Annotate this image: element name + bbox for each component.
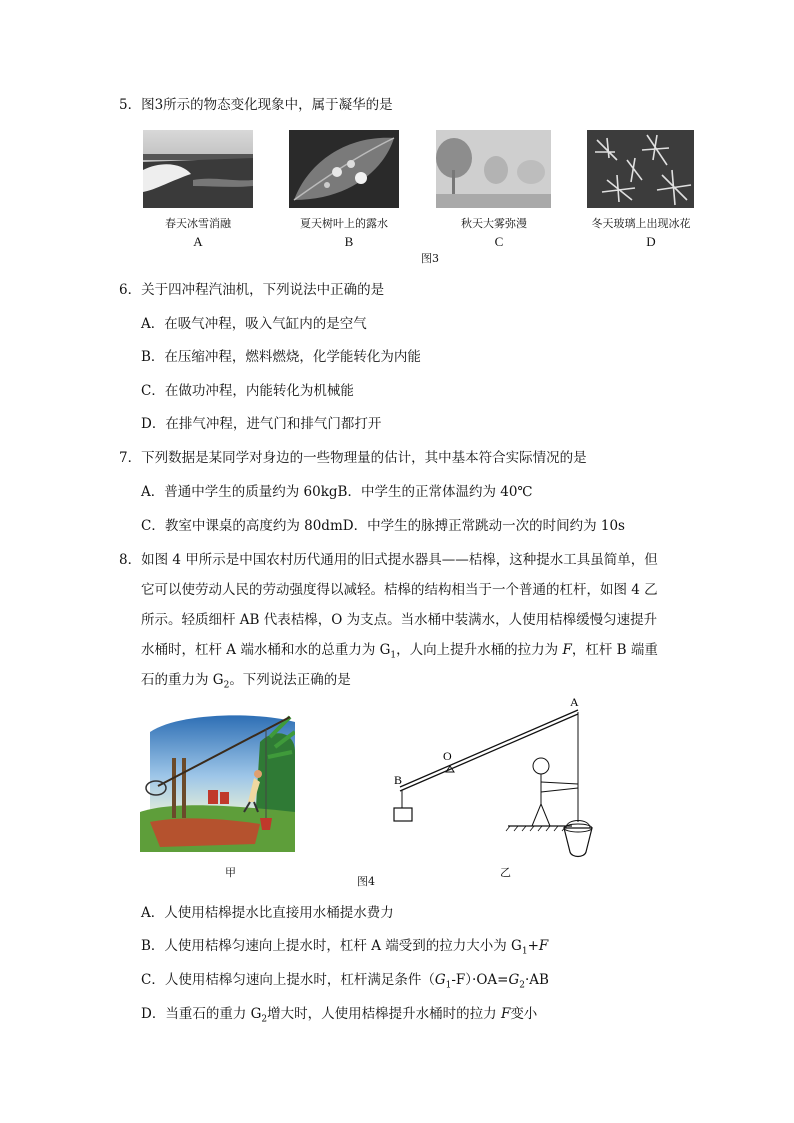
q8-line-4-a: 水桶时，杠杆 A 端水桶和水的总重力为 G [141, 642, 391, 658]
lever-label-a: A [570, 695, 579, 709]
q8-option-c-post: ·AB [525, 972, 549, 988]
q7-option-cd: C．教室中课桌的高度约为 80dmD．中学生的脉搏正常跳动一次的时间约为 10s [141, 518, 625, 534]
q6-option-c: C．在做功冲程，内能转化为机械能 [141, 383, 354, 399]
q8-option-c-sub1: 1 [445, 980, 452, 991]
q8-line-2: 它可以使劳动人民的劳动强度得以减轻。桔槔的结构相当于一个普通的杠杆，如图 4 乙 [141, 582, 658, 598]
q8-option-d-post: 变小 [510, 1006, 538, 1022]
letter-d: D [646, 234, 656, 249]
q8-line-3: 所示。轻质细杆 AB 代表桔槔，O 为支点。当水桶中装满水，人使用桔槔缓慢匀速提升 [141, 612, 658, 628]
q8-line-4-b: ，人向上提升水桶的拉力为 [396, 642, 563, 658]
q8-option-b [141, 937, 548, 961]
lever-diagram [380, 692, 620, 872]
q8-stem [119, 545, 658, 695]
fog-photo [436, 130, 551, 208]
q6-option-a: A．在吸气冲程，吸入气缸内的是空气 [141, 316, 367, 332]
q7-stem: 7．下列数据是某同学对身边的一些物理量的估计，其中基本符合实际情况的是 [119, 450, 587, 466]
var-f: F [562, 642, 572, 658]
q8-option-c-sub2: 2 [519, 980, 526, 991]
figure-yi-label: 乙 [500, 866, 511, 879]
q6-option-b: B．在压缩冲程，燃料燃烧，化学能转化为内能 [141, 349, 421, 365]
lever-label-b: B [394, 773, 403, 787]
caption-b: 夏天树叶上的露水 [300, 217, 388, 230]
sub-1: 1 [390, 650, 397, 661]
q8-option-d-f: F [500, 1006, 511, 1022]
q8-option-d [141, 1005, 537, 1029]
sub-2: 2 [223, 680, 230, 691]
q8-line-4-c: ，杠杆 B 端重 [571, 642, 658, 658]
figure-3-label: 图3 [421, 252, 439, 265]
caption-a: 春天冰雪消融 [165, 217, 231, 230]
letter-c: C [494, 234, 504, 249]
shadoof-illustration [140, 712, 295, 852]
melting-snow-photo [143, 130, 253, 208]
lever-label-o: O [443, 749, 452, 763]
frost-photo [587, 130, 694, 208]
q8-line-5-b: 。下列说法正确的是 [229, 672, 351, 688]
caption-d: 冬天玻璃上出现冰花 [591, 217, 691, 230]
q8-line-1: 8．如图 4 甲所示是中国农村历代通用的旧式提水器具——桔槔，这种提水工具虽简单，但 [119, 552, 658, 568]
q8-option-b-text: B．人使用桔槔匀速向上提水时，杠杆 A 端受到的拉力大小为 G [141, 938, 522, 954]
q8-line-4 [119, 635, 658, 665]
dew-leaf-photo [289, 130, 399, 208]
figure-4-label: 图4 [357, 875, 375, 888]
q6-option-d: D．在排气冲程，进气门和排气门都打开 [141, 416, 382, 432]
caption-c: 秋天大雾弥漫 [461, 217, 527, 230]
q8-option-b-sub: 1 [521, 946, 528, 957]
q8-option-a: A．人使用桔槔提水比直接用水桶提水费力 [141, 905, 394, 921]
q8-option-c-text: C．人使用桔槔匀速向上提水时，杠杆满足条件（ [141, 972, 435, 988]
q8-line-5 [119, 665, 658, 695]
q8-option-c-mid: -F）·OA= [451, 972, 509, 988]
q5-stem: 5．图3所示的物态变化现象中，属于凝华的是 [119, 97, 393, 113]
q8-option-d-text: D．当重石的重力 G [141, 1006, 262, 1022]
q6-stem: 6．关于四冲程汽油机，下列说法中正确的是 [119, 282, 385, 298]
q8-option-c-g2: G [508, 972, 520, 988]
q8-option-b-f: +F [527, 938, 549, 954]
q8-option-c [141, 971, 549, 995]
letter-a: A [193, 234, 203, 249]
q8-line-5-a: 石的重力为 G [141, 672, 224, 688]
q8-option-d-mid: 增大时，人使用桔槔提升水桶时的拉力 [267, 1006, 501, 1022]
letter-b: B [344, 234, 354, 249]
q7-option-ab: A．普通中学生的质量约为 60kgB．中学生的正常体温约为 40℃ [141, 484, 533, 500]
q8-option-c-g1: G [434, 972, 446, 988]
figure-jia-label: 甲 [225, 866, 236, 879]
q8-option-d-sub: 2 [261, 1014, 268, 1025]
